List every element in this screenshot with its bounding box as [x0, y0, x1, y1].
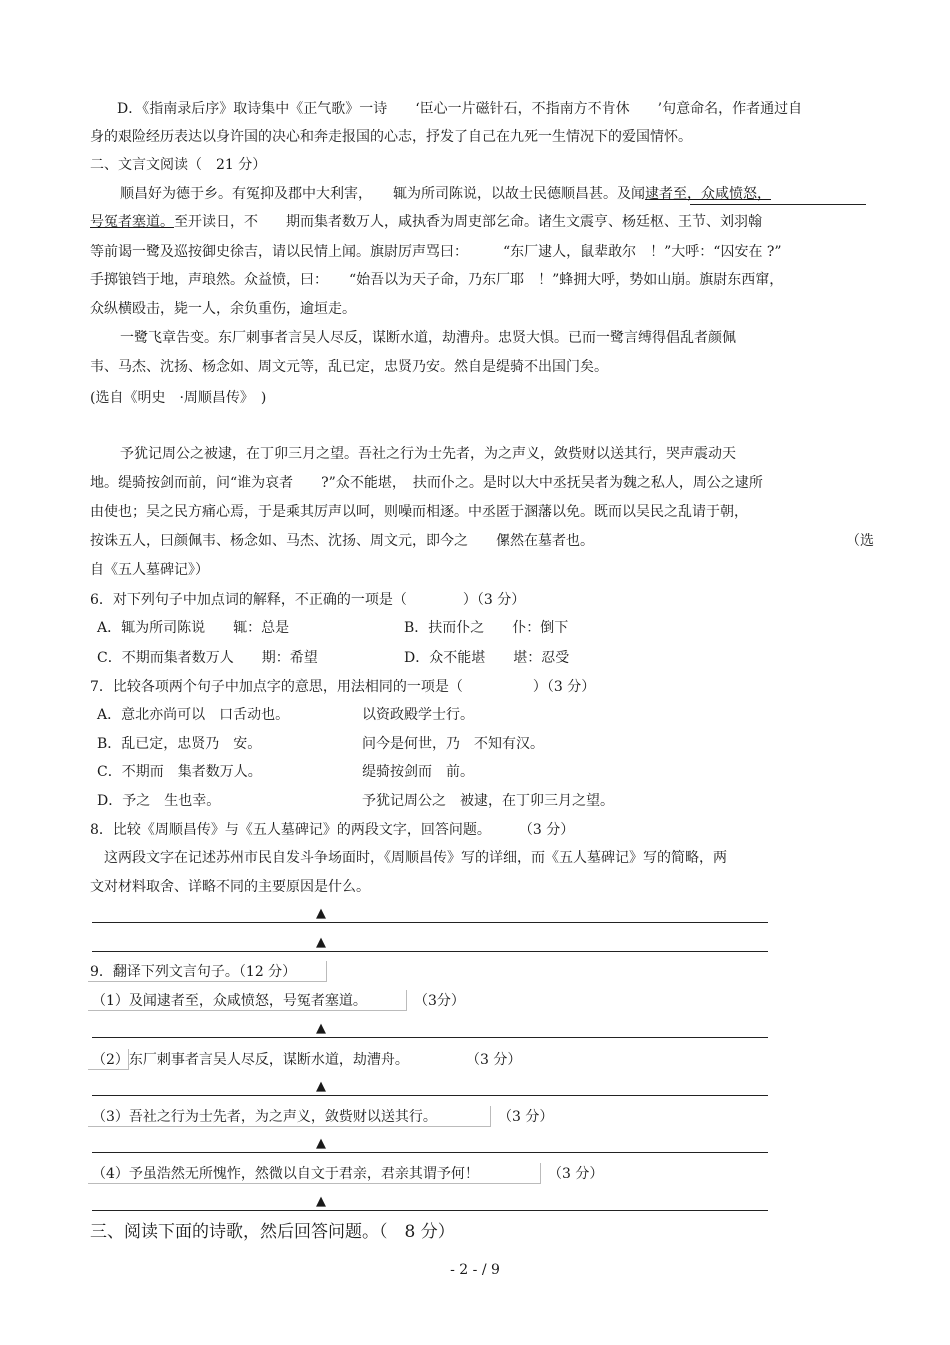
- passage1-line3: 等前谒一鹭及巡按御史徐吉，请以民情上闻。旗尉厉声骂曰： “东厂逮人，鼠辈敢尔 ！”大呼：“囚安在 ?”: [90, 244, 782, 260]
- q6-option-a: A．辄为所司陈说 辄：总是: [97, 620, 290, 636]
- passage2-line4-tail: （选: [846, 533, 874, 549]
- answer-line[interactable]: [92, 951, 768, 952]
- q7-option-c-2: 缇骑按剑而 前。: [362, 764, 474, 780]
- passage1-line1: [120, 184, 771, 204]
- q8-stem: 8．比较《周顺昌传》与《五人墓碑记》的两段文字，回答问题。 （3 分）: [90, 822, 575, 838]
- answer-line[interactable]: [92, 1210, 768, 1211]
- answer-line[interactable]: [92, 1152, 768, 1153]
- q9-item1-points: （3分）: [414, 993, 465, 1009]
- q9-item4: （4）予虽浩然无所愧怍，然微以自文于君亲，君亲其谓予何！: [92, 1166, 479, 1182]
- answer-marker: ▲: [316, 906, 326, 921]
- q9-stem: 9．翻译下列文言句子。（12 分）: [90, 964, 297, 980]
- passage1-line5: 众纵横殴击，毙一人，余负重伤，逾垣走。: [90, 301, 356, 317]
- passage1-line1-a: 顺昌好为德于乡。有冤抑及郡中大利害，: [120, 186, 393, 202]
- option-d-line1: D．《指南录后序》取诗集中《正气歌》一诗 ‘臣心一片磁针石，不指南方不肯休 ’句意命名，作者通过自: [117, 101, 803, 117]
- answer-line[interactable]: [92, 922, 768, 923]
- passage2-line4: 按诛五人，曰颜佩韦、杨念如、马杰、沈扬、周文元，即今之 傫然在墓者也。: [90, 533, 594, 549]
- passage2-source: 自《五人墓碑记》）: [90, 562, 209, 578]
- passage2-line1: 予犹记周公之被逮，在丁卯三月之望。吾社之行为士先者，为之声义，敛赀财以送其行，哭声震动天: [120, 446, 736, 462]
- q9-item1: （1）及闻逮者至，众咸愤怒，号冤者塞道。: [92, 993, 367, 1009]
- passage1-line2: [90, 212, 762, 232]
- passage1-line2-b: 至开读日，不 期而集者数万人，咸执香为周吏部乞命。诸生文震亨、杨廷枢、王节、刘羽翰: [174, 214, 762, 230]
- answer-line[interactable]: [92, 1037, 768, 1038]
- q7-option-a-1: A．意北亦尚可以 口舌动也。: [97, 707, 290, 723]
- passage1-source: (选自《明史 ·周顺昌传》 ): [90, 390, 267, 406]
- q9-item2: （2）东厂刺事者言吴人尽反，谋断水道，劫漕舟。: [92, 1052, 409, 1068]
- q7-option-b-2: 问今是何世，乃 不知有汉。: [362, 736, 544, 752]
- passage2-line3: 由使也；吴之民方痛心焉，于是乘其厉声以呵，则噪而相逐。中丞匿于溷藩以免。既而以吴民之乱请于朝，: [90, 504, 748, 520]
- section2-title: 二、文言文阅读（ 21 分）: [90, 157, 267, 173]
- page-number: - 2 - / 9: [450, 1262, 500, 1278]
- section3-title: 三、阅读下面的诗歌，然后回答问题。（ 8 分）: [90, 1222, 455, 1242]
- passage1-line7: 韦、马杰、沈扬、杨念如、周文元等，乱已定，忠贤乃安。然自是缇骑不出国门矣。: [90, 359, 608, 375]
- q8-line2: 文对材料取舍、详略不同的主要原因是什么。: [90, 879, 370, 895]
- passage1-line2-a: 号冤者塞道。: [90, 214, 174, 230]
- option-d-line2: 身的艰险经历表达以身许国的决心和奔走报国的心志，抒发了自己在九死一生情况下的爱国情怀。: [90, 129, 692, 145]
- passage1-line1-c: 逮者至，众咸愤怒，: [645, 186, 771, 202]
- answer-marker: ▲: [316, 1136, 326, 1151]
- q7-option-d-2: 予犹记周公之 被逮，在丁卯三月之望。: [362, 793, 614, 809]
- q8-line1: 这两段文字在记述苏州市民自发斗争场面时，《周顺昌传》写的详细，而《五人墓碑记》写的简略，两: [104, 850, 727, 866]
- q7-option-d-1: D．予之 生也幸。: [97, 793, 221, 809]
- q9-item4-points: （3 分）: [548, 1166, 604, 1182]
- q7-option-c-1: C．不期而 集者数万人。: [97, 764, 262, 780]
- answer-marker: ▲: [316, 1194, 326, 1209]
- q7-option-b-1: B．乱已定，忠贤乃 安。: [97, 736, 262, 752]
- answer-line[interactable]: [92, 1095, 768, 1096]
- passage1-line4: 手掷锒铛于地，声琅然。众益愤，曰： “始吾以为天子命，乃东厂耶 ！”蜂拥大呼，势如山崩。旗尉东西窜，: [90, 272, 784, 288]
- passage2-line2: 地。缇骑按剑而前，问“谁为哀者 ?”众不能堪， 扶而仆之。是时以大中丞抚吴者为魏之私人，周公之逮所: [90, 475, 763, 491]
- q6-stem: 6．对下列句子中加点词的解释，不正确的一项是（ ）（3 分）: [90, 592, 526, 608]
- q9-item3: （3）吾社之行为士先者，为之声义，敛赀财以送其行。: [92, 1109, 437, 1125]
- q7-option-a-2: 以资政殿学士行。: [362, 707, 474, 723]
- q6-option-c: C．不期而集者数万人 期：希望: [97, 650, 318, 666]
- q9-item3-points: （3 分）: [498, 1109, 554, 1125]
- q9-item2-points: （3 分）: [466, 1052, 522, 1068]
- passage1-line1-b: 辄为所司陈说，以故士民德顺昌甚。及闻: [393, 186, 645, 202]
- answer-marker: ▲: [316, 1021, 326, 1036]
- underline-extension: [690, 204, 866, 205]
- passage1-line6: 一鹭飞章告变。东厂刺事者言吴人尽反，谋断水道，劫漕舟。忠贤大惧。已而一鹭言缚得倡乱者颜佩: [120, 330, 736, 346]
- q6-option-d: D．众不能堪 堪：忍受: [404, 650, 570, 666]
- q7-stem: 7．比较各项两个句子中加点字的意思，用法相同的一项是（ ）（3 分）: [90, 679, 596, 695]
- answer-marker: ▲: [316, 1079, 326, 1094]
- answer-marker: ▲: [316, 935, 326, 950]
- q6-option-b: B．扶而仆之 仆：倒下: [404, 620, 569, 636]
